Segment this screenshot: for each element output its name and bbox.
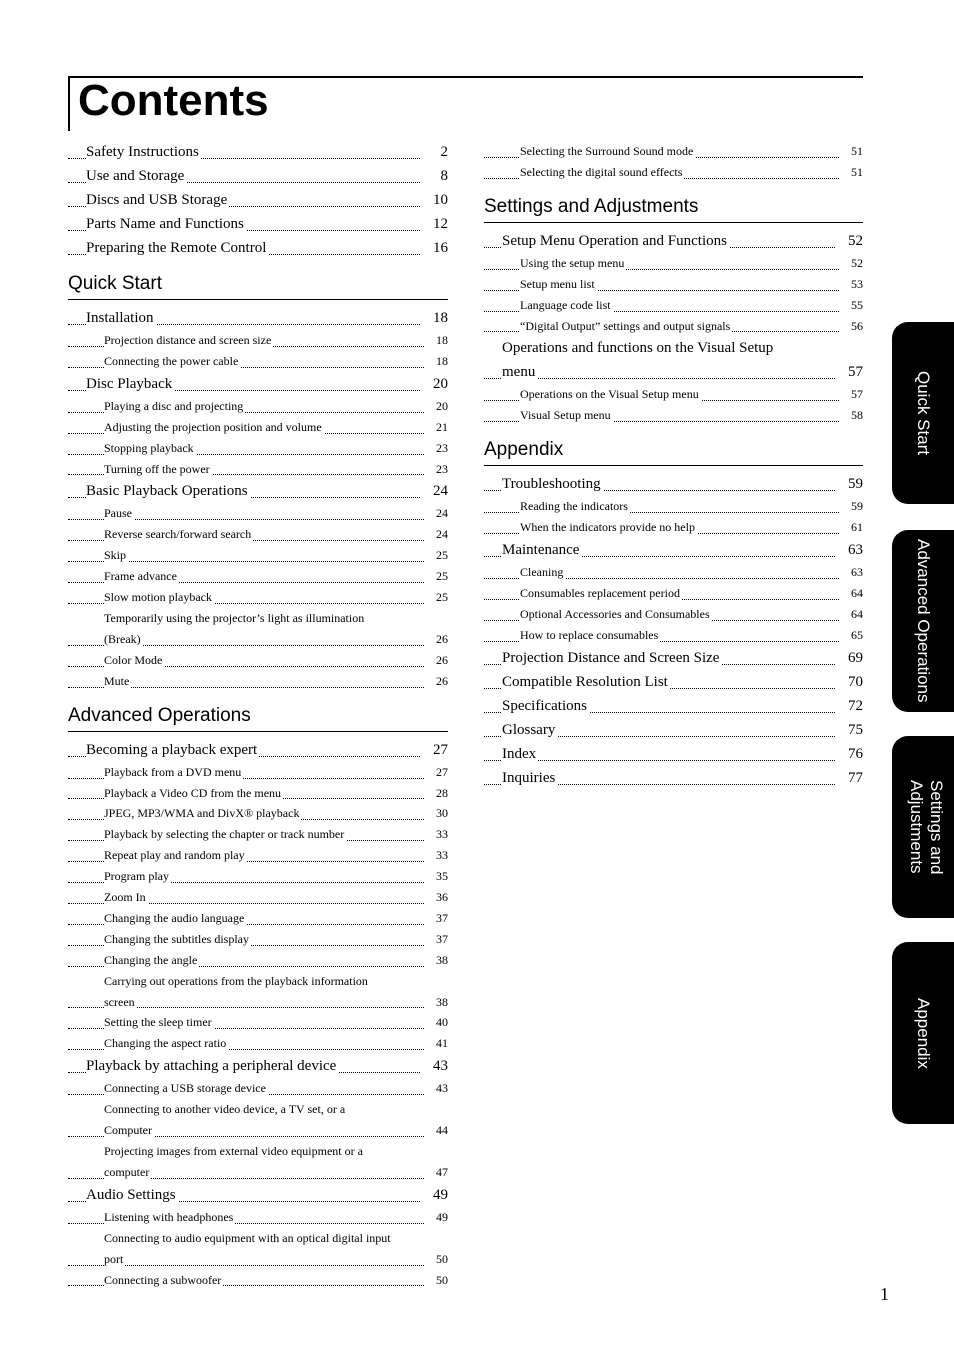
toc-entry[interactable] [68, 845, 448, 866]
toc-entry-title: Compatible Resolution List [502, 673, 668, 690]
toc-entry-title-line2: port [104, 1251, 124, 1266]
toc-entry-title: Installation [86, 310, 154, 326]
toc-entry-page: 65 [839, 625, 863, 646]
toc-entry-title-line2: (Break) [104, 631, 141, 646]
toc-entry-page: 16 [420, 236, 448, 260]
toc-entry-page: 58 [839, 405, 863, 426]
toc-entry-title: Changing the aspect ratio [104, 1036, 227, 1051]
section-settings-and-adjustments [484, 195, 863, 426]
toc-list-settings-and-adjustments [484, 229, 863, 426]
toc-entry[interactable] [484, 162, 863, 183]
side-tab-quick-start[interactable]: Quick Start [892, 322, 954, 504]
toc-entry-page: 43 [420, 1054, 448, 1078]
toc-entry-title: Disc Playback [86, 375, 173, 392]
toc-entry-title: Basic Playback Operations [86, 483, 248, 500]
toc-entry[interactable] [68, 479, 448, 503]
toc-entry-title: Safety Instructions [86, 144, 199, 160]
toc-entry-page: 49 [420, 1183, 448, 1207]
section-advanced-operations [68, 704, 448, 1291]
toc-entry-page: 75 [835, 718, 863, 742]
toc-entry[interactable] [484, 517, 863, 538]
toc-entry-page: 10 [420, 188, 448, 212]
toc-right-column [484, 141, 863, 790]
toc-entry-title: How to replace consumables [520, 627, 659, 642]
toc-entry[interactable] [68, 824, 448, 845]
toc-entry-page: 12 [420, 212, 448, 236]
side-tab-advanced-operations[interactable]: Advanced Operations [892, 530, 954, 712]
toc-entry-title: “Digital Output” settings and output signals [520, 318, 731, 333]
toc-entry-title: Cleaning [520, 565, 564, 580]
toc-entry-page: 52 [835, 229, 863, 253]
toc-entry[interactable] [484, 253, 863, 274]
toc-entry-title-line1: Connecting to another video device, a TV set, or a [104, 1102, 346, 1117]
toc-entry[interactable] [484, 742, 863, 766]
toc-entry-title: Mute [104, 673, 130, 688]
toc-entry-page: 24 [424, 503, 448, 524]
toc-entry-page: 30 [424, 803, 448, 824]
toc-entry[interactable] [68, 545, 448, 566]
toc-entry[interactable] [484, 472, 863, 496]
toc-entry-page: 59 [839, 496, 863, 517]
toc-entry-page: 27 [424, 762, 448, 783]
toc-entry[interactable] [68, 1033, 448, 1054]
toc-entry-title-line1: Projecting images from external video equipment or a [104, 1144, 363, 1158]
toc-entry-page: 23 [424, 438, 448, 459]
toc-entry[interactable] [68, 212, 448, 236]
toc-entry-page: 53 [839, 274, 863, 295]
toc-entry[interactable] [68, 417, 448, 438]
toc-entry-page: 18 [424, 330, 448, 351]
toc-entry-title: Frame advance [104, 569, 177, 584]
toc-entry[interactable] [68, 1141, 448, 1183]
toc-entry-title: Using the setup menu [520, 255, 625, 270]
toc-entry-title: Setting the sleep timer [104, 1015, 212, 1030]
toc-entry-page: 8 [420, 164, 448, 188]
toc-entry-page: 2 [420, 140, 448, 164]
toc-entry[interactable] [484, 583, 863, 604]
toc-entry-page: 21 [424, 417, 448, 438]
toc-entry[interactable] [68, 1207, 448, 1228]
toc-entry-title: Program play [104, 869, 169, 884]
toc-entry-title: Playing a disc and projecting [104, 398, 244, 413]
side-tab-appendix[interactable]: Appendix [892, 942, 954, 1124]
toc-entry-title-line2: screen [104, 994, 135, 1009]
toc-entry[interactable] [68, 971, 448, 1013]
toc-entry[interactable] [68, 503, 448, 524]
toc-entry-title-line1: Connecting to audio equipment with an optical digital input [104, 1230, 391, 1245]
toc-entry-title: Playback from a DVD menu [104, 764, 242, 779]
toc-entry[interactable] [484, 229, 863, 253]
toc-entry[interactable] [68, 1183, 448, 1207]
toc-entry[interactable] [68, 783, 448, 804]
toc-entry[interactable] [68, 524, 448, 545]
toc-entry-page: 25 [424, 587, 448, 608]
section-heading-settings-and-adjustments: Settings and Adjustments [484, 195, 863, 223]
toc-entry-page: 72 [835, 694, 863, 718]
toc-entry-page: 51 [839, 141, 863, 162]
toc-entry[interactable] [68, 438, 448, 459]
toc-entry-title: Connecting a USB storage device [104, 1081, 266, 1096]
toc-entry-title: Inquiries [502, 769, 556, 786]
toc-entry-title: Skip [104, 548, 127, 563]
toc-entry[interactable] [484, 604, 863, 625]
toc-entry-title: Projection Distance and Screen Size [502, 649, 720, 666]
toc-entry-title: Reverse search/forward search [104, 527, 252, 542]
toc-entry-title-line1: Temporarily using the projector’s light as illumination [104, 610, 365, 625]
toc-entry-title: When the indicators provide no help [520, 520, 695, 535]
toc-entry[interactable] [68, 762, 448, 783]
toc-entry[interactable] [484, 646, 863, 670]
toc-entry-title: Changing the angle [104, 952, 198, 967]
title-side-rule [68, 76, 70, 131]
side-tab-settings-and-adjustments[interactable]: Settings and Adjustments [892, 736, 954, 918]
toc-entry-title: Zoom In [104, 890, 146, 905]
toc-list-continued [484, 141, 863, 183]
toc-entry-page: 64 [839, 583, 863, 604]
toc-entry-page: 63 [839, 562, 863, 583]
toc-entry-title-line2: computer [104, 1164, 150, 1179]
toc-entry[interactable] [68, 908, 448, 929]
toc-entry[interactable] [68, 330, 448, 351]
toc-entry-title: Use and Storage [86, 168, 185, 184]
toc-entry-title-line1: Operations and functions on the Visual Setup [502, 340, 774, 357]
toc-entry[interactable] [484, 405, 863, 426]
toc-entry[interactable] [68, 1099, 448, 1141]
toc-entry[interactable] [68, 1228, 448, 1270]
toc-entry-title: Setup Menu Operation and Functions [502, 232, 727, 249]
section-appendix [484, 438, 863, 789]
toc-entry-title: Connecting a subwoofer [104, 1272, 222, 1287]
toc-entry[interactable] [68, 671, 448, 692]
toc-entry[interactable] [68, 1012, 448, 1033]
toc-entry-title: Specifications [502, 697, 587, 714]
toc-entry-title: Optional Accessories and Consumables [520, 606, 710, 621]
toc-entry-page: 23 [424, 459, 448, 480]
toc-entry[interactable] [484, 625, 863, 646]
toc-entry-page: 20 [420, 372, 448, 396]
toc-list-quick-start [68, 306, 448, 692]
toc-entry-page: 36 [424, 887, 448, 908]
toc-entry-title: Projection distance and screen size [104, 333, 272, 347]
toc-entry-title-line2: Computer [104, 1123, 152, 1138]
toc-entry-page: 38 [424, 950, 448, 971]
toc-entry-title: Selecting the digital sound effects [520, 164, 683, 179]
toc-entry-page: 26 [424, 629, 448, 650]
toc-entry-page: 26 [424, 650, 448, 671]
toc-entry-page: 50 [424, 1270, 448, 1291]
toc-entry[interactable] [484, 562, 863, 583]
toc-entry[interactable] [484, 496, 863, 517]
toc-entry-title: Troubleshooting [502, 476, 601, 493]
toc-entry[interactable] [484, 141, 863, 162]
section-heading-quick-start: Quick Start [68, 272, 448, 300]
toc-entry[interactable] [484, 316, 863, 337]
toc-entry-title: Preparing the Remote Control [86, 240, 267, 256]
toc-entry-title: Stopping playback [104, 440, 194, 455]
toc-entry-page: 63 [835, 538, 863, 562]
toc-entry-page: 52 [839, 253, 863, 274]
toc-entry-page: 61 [839, 517, 863, 538]
toc-entry[interactable] [68, 887, 448, 908]
toc-entry-title: JPEG, MP3/WMA and DivX® playback [104, 806, 300, 821]
toc-entry[interactable] [68, 1054, 448, 1078]
toc-entry[interactable] [68, 351, 448, 372]
toc-entry[interactable] [68, 140, 448, 164]
section-quick-start [68, 272, 448, 692]
toc-entry-title: Operations on the Visual Setup menu [520, 387, 699, 402]
toc-entry[interactable] [484, 538, 863, 562]
toc-entry-title-line1: Carrying out operations from the playback information [104, 973, 368, 988]
toc-list-advanced-operations [68, 738, 448, 1291]
toc-entry-page: 43 [424, 1078, 448, 1099]
toc-entry-title: Reading the indicators [520, 499, 628, 514]
toc-entry-page: 70 [835, 670, 863, 694]
toc-entry-title: Language code list [520, 297, 611, 312]
toc-entry-page: 40 [424, 1012, 448, 1033]
toc-entry[interactable] [484, 295, 863, 316]
toc-entry[interactable] [68, 372, 448, 396]
toc-entry[interactable] [484, 718, 863, 742]
toc-entry[interactable] [68, 396, 448, 417]
toc-entry-page: 44 [424, 1120, 448, 1141]
toc-entry[interactable] [484, 336, 863, 384]
toc-entry-title: Discs and USB Storage [86, 192, 228, 208]
toc-entry-page: 33 [424, 845, 448, 866]
page-title: Contents [78, 76, 269, 125]
toc-entry-title: Pause [104, 506, 132, 521]
toc-entry-page: 59 [835, 472, 863, 496]
toc-entry-title: Audio Settings [86, 1186, 176, 1203]
toc-entry-title: Connecting the power cable [104, 353, 239, 368]
toc-entry-title: Glossary [502, 721, 556, 738]
toc-entry-page: 57 [835, 360, 863, 384]
toc-entry-page: 37 [424, 929, 448, 950]
toc-entry-page: 76 [835, 742, 863, 766]
toc-entry[interactable] [68, 164, 448, 188]
toc-entry-page: 33 [424, 824, 448, 845]
toc-entry-page: 56 [839, 316, 863, 337]
toc-entry-page: 20 [424, 396, 448, 417]
toc-entry-page: 25 [424, 545, 448, 566]
toc-entry-title: Repeat play and random play [104, 848, 245, 863]
toc-entry-title: Playback by attaching a peripheral device [86, 1058, 337, 1075]
toc-entry[interactable] [68, 650, 448, 671]
toc-entry-page: 77 [835, 766, 863, 790]
toc-entry[interactable] [484, 274, 863, 295]
toc-entry[interactable] [68, 566, 448, 587]
toc-entry[interactable] [68, 236, 448, 260]
toc-entry[interactable] [68, 587, 448, 608]
section-heading-appendix: Appendix [484, 438, 863, 466]
toc-entry[interactable] [68, 950, 448, 971]
toc-entry-page: 35 [424, 866, 448, 887]
toc-entry[interactable] [68, 929, 448, 950]
toc-entry-page: 28 [424, 783, 448, 804]
toc-left-column [68, 140, 448, 1290]
toc-list-appendix [484, 472, 863, 789]
toc-entry-title: Listening with headphones [104, 1209, 234, 1224]
toc-entry-page: 37 [424, 908, 448, 929]
toc-entry-title: Index [502, 745, 537, 762]
toc-entry-page: 55 [839, 295, 863, 316]
toc-entry-page: 38 [424, 992, 448, 1013]
toc-entry-page: 64 [839, 604, 863, 625]
toc-entry-page: 24 [420, 479, 448, 503]
toc-entry-page: 24 [424, 524, 448, 545]
toc-entry[interactable] [68, 306, 448, 330]
toc-entry-title: Visual Setup menu [520, 408, 611, 423]
toc-entry-title: Selecting the Surround Sound mode [520, 144, 694, 158]
toc-entry-page: 18 [424, 351, 448, 372]
toc-entry-page: 18 [420, 306, 448, 330]
toc-entry-page: 25 [424, 566, 448, 587]
toc-entry[interactable] [68, 803, 448, 824]
toc-entry[interactable] [68, 866, 448, 887]
toc-entry[interactable] [68, 459, 448, 480]
toc-entry-title: Setup menu list [520, 276, 595, 291]
toc-entry[interactable] [484, 384, 863, 405]
page-number: 1 [880, 1284, 889, 1304]
toc-entry-title: Becoming a playback expert [86, 741, 258, 758]
toc-entry-title: Adjusting the projection position and volume [104, 419, 322, 434]
toc-entry-page: 50 [424, 1249, 448, 1270]
toc-entry[interactable] [68, 1270, 448, 1291]
toc-entry-title: Turning off the power [104, 461, 210, 476]
toc-entry[interactable] [68, 1078, 448, 1099]
toc-entry[interactable] [68, 738, 448, 762]
toc-entry-title: Changing the subtitles display [104, 931, 249, 946]
toc-entry[interactable] [484, 766, 863, 790]
toc-entry-title: Color Mode [104, 652, 163, 667]
toc-entry-page: 49 [424, 1207, 448, 1228]
toc-entry[interactable] [484, 694, 863, 718]
toc-entry-page: 27 [420, 738, 448, 762]
toc-entry-page: 47 [424, 1162, 448, 1183]
toc-entry-page: 69 [835, 646, 863, 670]
toc-entry[interactable] [68, 188, 448, 212]
toc-entry-title: Consumables replacement period [520, 585, 680, 600]
toc-entry-title: Playback by selecting the chapter or track number [104, 827, 345, 842]
toc-entry-title: Maintenance [502, 542, 580, 559]
toc-entry-title: Parts Name and Functions [86, 216, 244, 232]
toc-entry-page: 41 [424, 1033, 448, 1054]
section-heading-advanced-operations: Advanced Operations [68, 704, 448, 732]
toc-intro-list [68, 140, 448, 260]
toc-entry-title-line2: menu [502, 364, 536, 381]
toc-entry-page: 51 [839, 162, 863, 183]
toc-entry[interactable] [68, 608, 448, 650]
toc-entry-page: 26 [424, 671, 448, 692]
toc-entry-title: Slow motion playback [104, 590, 212, 605]
toc-entry-page: 57 [839, 384, 863, 405]
toc-entry-title: Changing the audio language [104, 910, 245, 925]
toc-entry-title: Playback a Video CD from the menu [104, 785, 282, 800]
toc-entry[interactable] [484, 670, 863, 694]
